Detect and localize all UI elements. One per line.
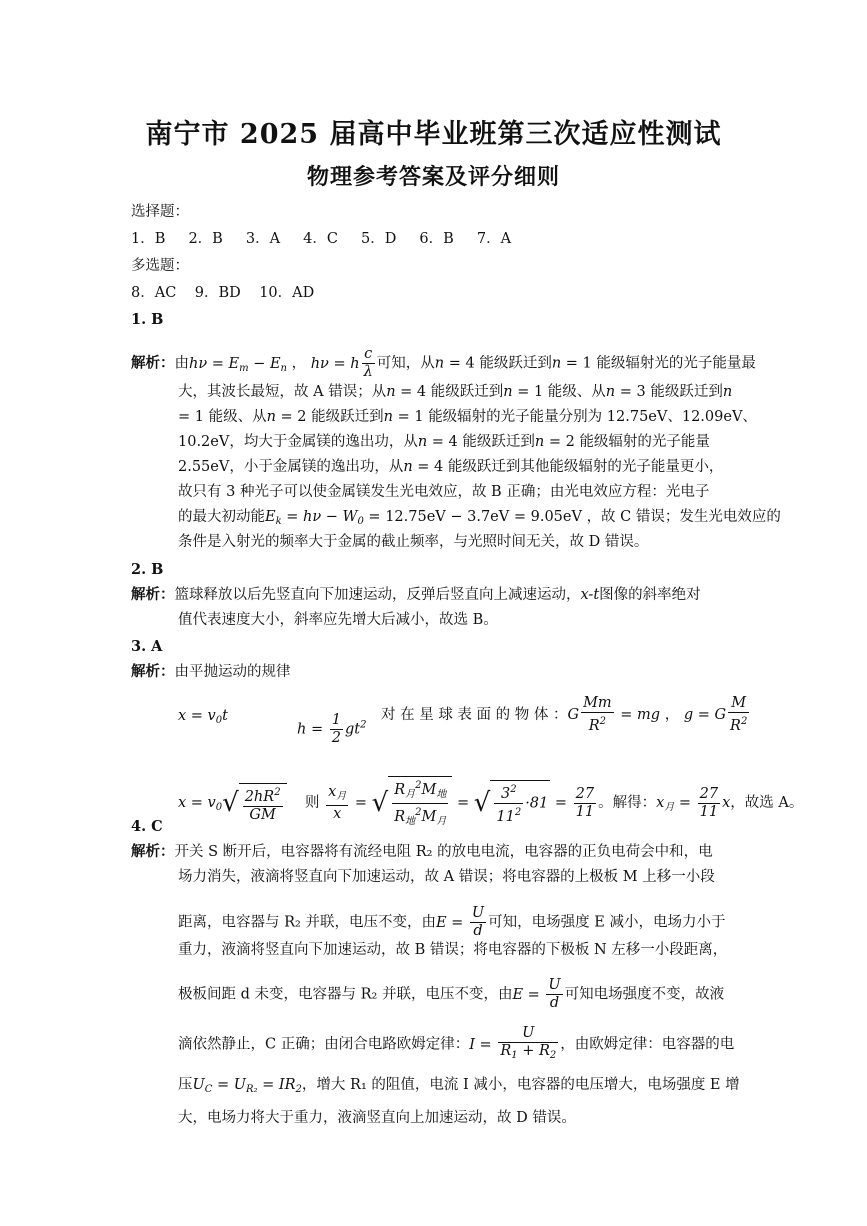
q1-line-2: 大，其波长最短，故 A 错误；从n = 4 能级跃迁到n = 1 能级、从n = 3 能级跃迁到n [178, 384, 733, 400]
multi-choice-label: 多选题： [131, 258, 189, 274]
answer-item: 10．AD [259, 285, 315, 301]
q4-line-8: 大，电场力将大于重力，液滴竖直向上加速运动，故 D 错误。 [178, 1110, 576, 1126]
q4-line-1: 解析：开关 S 断开后，电容器将有流经电阻 R₂ 的放电电流，电容器的正负电荷会中和，电 [131, 843, 713, 860]
q1-line-8: 条件是入射光的频率大于金属的截止频率，与光照时间无关，故 D 错误。 [178, 534, 649, 550]
answer-item: 3．A [245, 231, 281, 247]
q1-line-7: 的最大初动能$E_k = h\nu - W_0 = 12.75eV - 3.7eV = 9.05eV$ ，故 C 错误；发生光电效应的 [178, 509, 781, 527]
q4-line-4: 重力，液滴将竖直向下加速运动，故 B 错误；将电容器的下极板 N 左移一小段距离， [178, 942, 728, 958]
analysis-label: 解析： [131, 663, 175, 680]
answer-item: 8．AC [131, 285, 177, 301]
q4-line-2: 场力消失，液滴将竖直向下加速运动，故 A 错误；将电容器的上极板 M 上移一小段 [178, 869, 715, 885]
q2-heading: 2. B [131, 561, 164, 578]
page-title: 南宁市 2025 届高中毕业班第三次适应性测试 [145, 119, 722, 150]
q3-line-3: $x = v_0√$ $\frac{2hR^2}{GM}$ 则 $\frac{x_月}{x}$ = √ $\frac{R_月^2M_地}{R_地^2M_月}$ = √ $\frac{3^2}{11^2}$ ·81 = $\frac{27}{11}$ 。解得：$x_月$ = $\frac{27}{11}$ x，故选 A。 [178, 776, 803, 830]
q4-line-5: 极板间距 d 未变，电容器与 R₂ 并联，电压不变，由E = $\frac{U}{d}$ 可知电场强度不变，故液 [178, 977, 725, 1011]
single-choice-label: 选择题： [131, 204, 189, 220]
q1-heading: 1. B [131, 311, 164, 328]
q4-heading: 4. C [131, 818, 163, 835]
single-choice-answers [131, 229, 511, 249]
answer-item: 4．C [303, 231, 338, 247]
answer-item: 6．B [419, 231, 454, 247]
q3-line-1: 解析：由平抛运动的规律 [131, 663, 291, 680]
analysis-label: 解析： [131, 354, 175, 372]
q2-line-1: 解析：篮球释放以后先竖直向下加速运动，反弹后竖直向上减速运动，x-t图像的斜率绝对 [131, 586, 701, 603]
q1-line-3: = 1 能级、从n = 2 能级跃迁到n = 1 能级辐射的光子能量分别为 12.75eV、12.09eV、 [178, 409, 757, 425]
q4-line-7: 压$U_C = U_{R_2} = IR_2$，增大 R₁ 的阻值，电流 I 减小，电容器的电压增大，电场强度 E 增 [178, 1077, 740, 1095]
q1-line-1: 解析：由$h\nu = E_m - E_n$ ， hν = h $\frac{c}{\lambda}$ 可知，从n = 4 能级跃迁到n = 1 能级辐射光的光子能量最 [131, 346, 756, 380]
formula: $h\nu = E_m - E_n$ [189, 355, 287, 374]
q1-line-4: 10.2eV，均大于金属镁的逸出功，从n = 4 能级跃迁到n = 2 能级辐射的光子能量 [178, 434, 710, 450]
q4-line-6: 滴依然静止，C 正确；由闭合电路欧姆定律：I = $\frac{U}{R_1 + R_2}$ ，由欧姆定律：电容器的电 [178, 1025, 735, 1061]
q3-line-2: 对 在 星 球 表 面 的 物 体 ：G $\frac{Mm}{R^2}$ = mg ， g = G $\frac{M}{R^2}$ [381, 695, 748, 734]
analysis-label: 解析： [131, 586, 175, 603]
formula: hν = h $\frac{c}{\lambda}$ [310, 346, 373, 380]
answer-item: 2．B [188, 231, 223, 247]
q4-line-3: 距离，电容器与 R₂ 并联，电压不变，由E = $\frac{U}{d}$ 可知，电场强度 E 减小，电场力小于 [178, 905, 726, 939]
q3-heading: 3. A [131, 638, 163, 655]
answer-item: 5．D [361, 231, 397, 247]
page-subtitle: 物理参考答案及评分细则 [306, 164, 560, 190]
answer-item: 7．A [476, 231, 512, 247]
analysis-label: 解析： [131, 843, 175, 860]
q3-formula-x: $x = v_0t$ [178, 708, 228, 726]
multi-choice-answers [131, 283, 314, 303]
q1-line-5: 2.55eV，小于金属镁的逸出功，从n = 4 能级跃迁到其他能级辐射的光子能量更小， [178, 459, 724, 475]
q3-formula-h: h = $\frac{1}{2}$ $gt^2$ [297, 712, 367, 746]
q2-line-2: 值代表速度大小，斜率应先增大后减小，故选 B。 [178, 612, 498, 628]
answer-item: 1．B [131, 231, 166, 247]
formula: $E_k = h\nu - W_0$ [265, 509, 364, 527]
answer-item: 9．BD [194, 285, 241, 301]
q1-line-6: 故只有 3 种光子可以使金属镁发生光电效应，故 B 正确；由光电效应方程：光电子 [178, 484, 710, 500]
